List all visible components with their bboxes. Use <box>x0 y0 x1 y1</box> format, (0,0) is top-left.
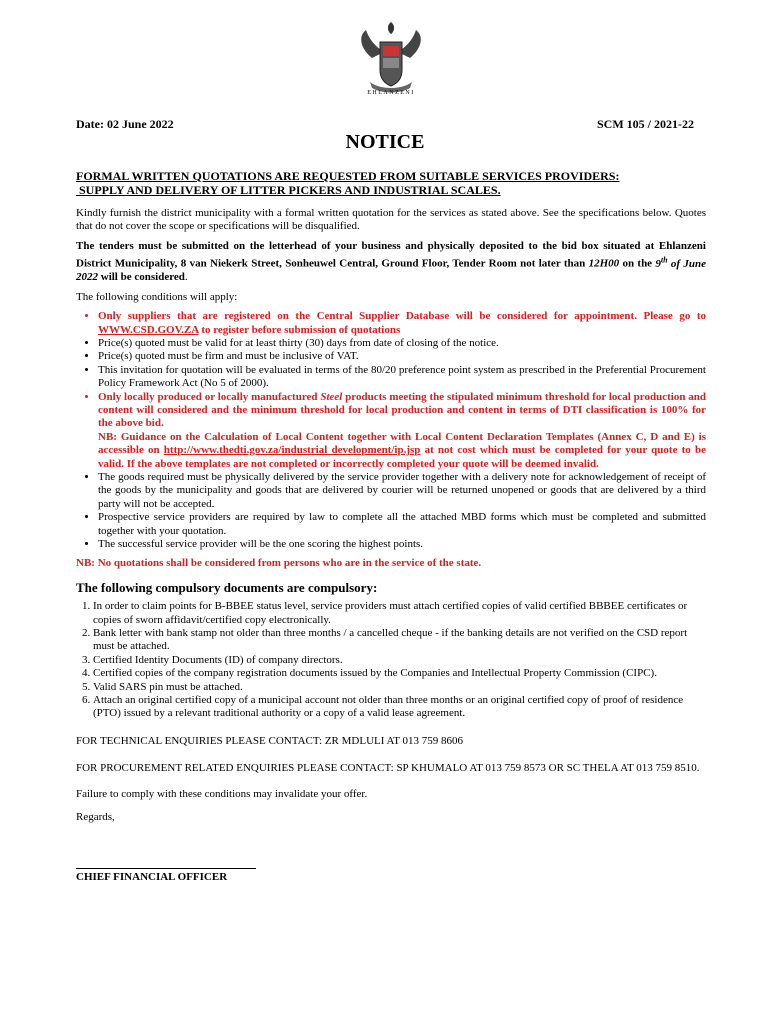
documents-list <box>76 600 706 721</box>
condition-vat: • Price(s) quoted must be firm and must be inclusive of VAT. <box>98 350 706 363</box>
submission-paragraph: The tenders must be submitted on the letterhead of your business and physically deposited to the bid box situated at Ehlanzeni District Municipality, 8 van Niekerk Street, Sonheuwel Central, Ground Floor, Tender Room not later than 12H00 on the 9th of June 2022 will be considered. <box>76 239 707 284</box>
technical-enquiries: FOR TECHNICAL ENQUIRIES PLEASE CONTACT: ZR MDLULI AT 013 759 8606 <box>76 734 464 747</box>
dti-link[interactable]: http://www.thedti.gov.za/industrial development/ip.jsp <box>163 444 421 457</box>
documents-heading: The following compulsory documents are compulsory: <box>76 579 378 595</box>
document-item: 4. Certified copies of the company registration documents issued by the Companies and Intellectual Property Commission (CIPC). <box>93 667 706 680</box>
title-line-1: FORMAL WRITTEN QUOTATIONS ARE REQUESTED FROM SUITABLE SERVICES PROVIDERS: <box>76 169 620 183</box>
notice-heading: NOTICE <box>345 131 425 153</box>
failure-warning: Failure to comply with these conditions may invalidate your offer. <box>76 787 368 800</box>
signatory-title: CHIEF FINANCIAL OFFICER <box>76 870 228 883</box>
reference-number: SCM 105 / 2021-22 <box>597 117 694 131</box>
title-line-2: SUPPLY AND DELIVERY OF LITTER PICKERS AND INDUSTRIAL SCALES. <box>76 183 501 197</box>
procurement-enquiries: FOR PROCUREMENT RELATED ENQUIRIES PLEASE CONTACT: SP KHUMALO AT 013 759 8573 OR SC THELA AT 013 759 8510. <box>76 762 700 775</box>
document-item: 2. Bank letter with bank stamp not older than three months / a cancelled cheque - if the banking details are not verified on the CSD report must be attached. <box>93 627 706 654</box>
regards: Regards, <box>76 811 115 824</box>
signature-line <box>76 867 256 869</box>
document-item: 1. In order to claim points for B-BBEE status level, service providers must attach certified copies of valid certified BBBEE certificates or copies of sworn affidavit/certified copy electronically. <box>93 600 706 627</box>
document-body <box>76 169 706 884</box>
conditions-list <box>76 310 706 551</box>
conditions-intro: The following conditions will apply: <box>76 290 238 303</box>
condition-validity: • Price(s) quoted must be valid for at least thirty (30) days from date of closing of the notice. <box>98 337 706 350</box>
condition-delivery: • The goods required must be physically delivered by the service provider together with a delivery note for acknowledgement of receipt of the goods by the municipality and goods that are delivered by courier will be returned unopened or goods that are delivered by a third party will not be accepted. <box>98 471 706 511</box>
condition-highest-points: • The successful service provider will be the one scoring the highest points. <box>98 538 706 551</box>
quotation-title <box>76 169 706 197</box>
document-item: 3. Certified Identity Documents (ID) of company directors. <box>93 654 706 667</box>
condition-mbd-forms: • Prospective service providers are required by law to complete all the attached MBD forms which must be completed and submitted together with your quotation. <box>98 511 706 538</box>
document-item: 5. Valid SARS pin must be attached. <box>93 681 706 694</box>
document-date: Date: 02 June 2022 <box>76 117 174 131</box>
condition-local-content: • Only locally produced or locally manufactured Steel products meeting the stipulated minimum threshold for local production and content will considered and the minimum threshold for local production and content in terms of DTI classification is 100% for the above bid. NB: Guidance on the Calculation of Local Content together with Local Content Declaration Templates (Annex C, D and E) is accessible on http://www.thedti.gov.za/industrial development/ip.jsp at not cost which must be completed for your quote to be valid. If the above templates are not completed or incorrectly completed your quote will be deemed invalid. <box>98 391 706 471</box>
logo-wordmark: EHLANZENI <box>367 90 415 96</box>
condition-preference: • This invitation for quotation will be evaluated in terms of the 80/20 preference point system as prescribed in the Preferential Procurement Policy Framework Act (No 5 of 2000). <box>98 364 706 391</box>
condition-csd: • Only suppliers that are registered on the Central Supplier Database will be considered for appointment. Please go to WWW.CSD.GOV.ZA to register before submission of quotations <box>98 310 706 337</box>
nb-service-of-state: NB: No quotations shall be considered from persons who are in the service of the state. <box>76 557 482 570</box>
intro-paragraph: Kindly furnish the district municipality with a formal written quotation for the services as stated above. See the specifications below. Quotes that do not cover the scope or specifications will be disqualified. <box>76 207 706 233</box>
csd-link[interactable]: WWW.CSD.GOV.ZA <box>98 323 199 336</box>
document-item: 6. Attach an original certified copy of a municipal account not older than three months or an original certified copy of proof of residence (PTO) issued by a relevant traditional authority or a copy of a valid lease agreement. <box>93 694 706 721</box>
